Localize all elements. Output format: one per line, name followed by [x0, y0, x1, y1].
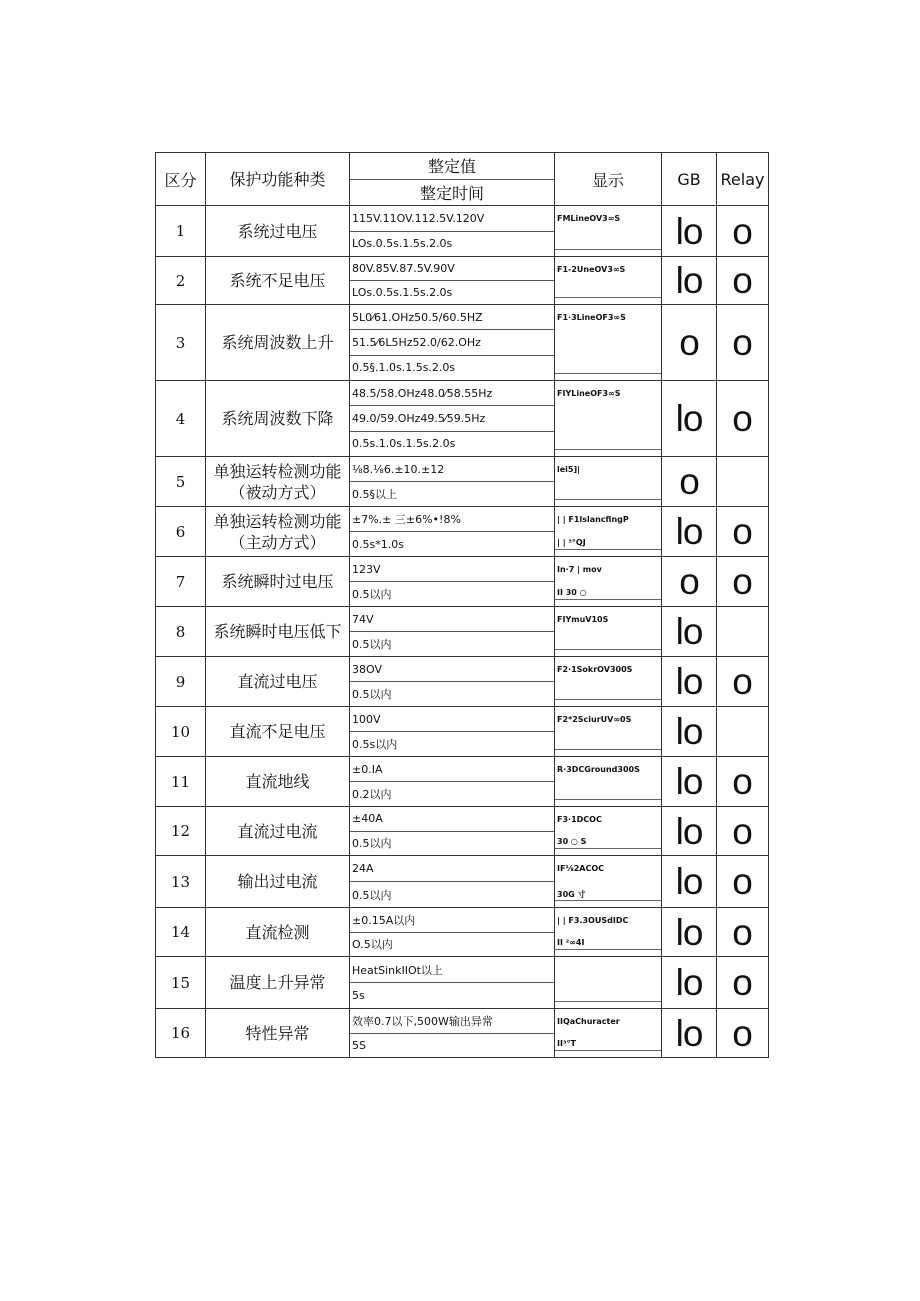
setting-value: 效率0.7以下,500W输出异常 [352, 1014, 493, 1028]
row-number: 2 [156, 257, 206, 305]
setting-cell [350, 557, 555, 607]
setting-time: 0.5s*1.0s [350, 531, 554, 556]
setting-time: 0.5s.1.0s.1.5s.2.0s [350, 431, 554, 456]
row-number: 12 [156, 807, 206, 856]
setting-time: O.5以内 [350, 932, 554, 957]
display-rule [555, 949, 661, 950]
gb-mark-text: o [679, 561, 699, 602]
display-rule [555, 499, 661, 500]
setting-value: 38OV [352, 662, 382, 676]
relay-mark [717, 507, 769, 557]
gb-mark [662, 856, 717, 908]
display-cell [555, 757, 662, 807]
gb-mark-text: lo [675, 861, 703, 902]
gb-mark [662, 1009, 717, 1058]
setting-time: LOs.0.5s.1.5s.2.0s [350, 280, 554, 304]
setting-time: 5s [350, 982, 554, 1008]
setting-cell [350, 657, 555, 707]
display-text: F3·1DCOC [557, 815, 602, 824]
display-text: F1·3LineOF3∞S [557, 313, 626, 322]
relay-mark [717, 707, 769, 757]
display-text: R·3DCGround300S [557, 765, 640, 774]
gb-mark-text: lo [675, 511, 703, 552]
setting-value: ±40A [352, 812, 383, 826]
gb-mark-text: lo [675, 962, 703, 1003]
setting-cell [350, 757, 555, 807]
setting-value: 115V.11OV.112.5V.120V [352, 211, 485, 225]
setting-cell [350, 908, 555, 957]
setting-value: HeatSinkIIOt以上 [352, 963, 443, 977]
gb-mark-text: lo [675, 398, 703, 439]
relay-mark [717, 206, 769, 257]
table-row [156, 1009, 769, 1058]
row-number: 13 [156, 856, 206, 908]
display-cell [555, 457, 662, 507]
gb-mark-text: lo [675, 210, 703, 252]
relay-mark-text: o [732, 1012, 753, 1054]
gb-mark-text: lo [675, 810, 703, 852]
table-row [156, 507, 769, 557]
gb-mark-text: o [679, 461, 699, 502]
table-row [156, 757, 769, 807]
row-number: 8 [156, 607, 206, 657]
gb-mark-text: lo [675, 661, 703, 702]
setting-value: ±0.15A以内 [352, 913, 416, 927]
display-rule [555, 900, 661, 901]
gb-mark [662, 507, 717, 557]
header-relay: Relay [717, 153, 769, 206]
gb-mark [662, 657, 717, 707]
table-row [156, 908, 769, 957]
display-text-2: II³°T [557, 1039, 576, 1048]
table-row [156, 957, 769, 1009]
protection-name: 直流过电流 [206, 807, 350, 856]
display-text: | | F3.3OUSdIDC [557, 916, 629, 925]
row-number: 6 [156, 507, 206, 557]
setting-value: 5L0⁄61.OHz50.5/60.5HZ [352, 310, 483, 324]
table-row [156, 807, 769, 856]
relay-mark-text: o [732, 861, 753, 902]
display-cell [555, 657, 662, 707]
display-cell [555, 957, 662, 1009]
setting-value: 80V.85V.87.5V.90V [352, 262, 455, 275]
setting-value: 51.5⁄6L5Hz52.0/62.OHz [350, 329, 554, 354]
display-cell [555, 507, 662, 557]
relay-mark-text: o [732, 511, 753, 552]
relay-mark [717, 381, 769, 457]
protection-name: 单独运转检测功能 （主动方式） [206, 507, 350, 557]
display-cell [555, 908, 662, 957]
display-text: IIQaChuracter [557, 1017, 620, 1026]
setting-cell [350, 1009, 555, 1058]
row-number: 1 [156, 206, 206, 257]
display-cell [555, 1009, 662, 1058]
row-number: 14 [156, 908, 206, 957]
setting-value: ±0.IA [352, 762, 383, 776]
gb-mark-text: lo [675, 611, 703, 652]
relay-mark [717, 457, 769, 507]
table-row [156, 657, 769, 707]
display-text: F1-2UneOV3∞S [557, 265, 626, 274]
relay-mark-text: o [732, 260, 753, 301]
gb-mark [662, 757, 717, 807]
row-number: 4 [156, 381, 206, 457]
protection-name: 温度上升异常 [206, 957, 350, 1009]
table-row [156, 707, 769, 757]
display-cell [555, 607, 662, 657]
header-set-value: 整定值 [427, 157, 476, 177]
table-row [156, 305, 769, 381]
display-text: FIYLineOF3∞S [557, 389, 621, 398]
relay-mark [717, 807, 769, 856]
protection-name: 系统周波数上升 [206, 305, 350, 381]
table-row [156, 607, 769, 657]
setting-value: 123V [352, 562, 381, 576]
display-text-2: II 30 ○ [557, 588, 587, 597]
display-cell [555, 206, 662, 257]
table-row [156, 557, 769, 607]
setting-time: 0.5以内 [350, 631, 554, 656]
relay-mark [717, 908, 769, 957]
setting-value: 100V [352, 712, 381, 726]
relay-mark [717, 856, 769, 908]
row-number: 15 [156, 957, 206, 1009]
protection-name: 系统周波数下降 [206, 381, 350, 457]
table-row [156, 856, 769, 908]
display-rule [555, 249, 661, 250]
setting-time: 0.5§.1.0s.1.5s.2.0s [350, 355, 554, 380]
gb-mark [662, 908, 717, 957]
protection-name: 输出过电流 [206, 856, 350, 908]
protection-name: 直流地线 [206, 757, 350, 807]
table-row [156, 206, 769, 257]
display-rule [555, 1001, 661, 1002]
setting-cell [350, 707, 555, 757]
setting-cell [350, 807, 555, 856]
relay-mark-text: o [732, 561, 753, 602]
header-gb: GB [662, 153, 717, 206]
relay-mark [717, 557, 769, 607]
setting-time: 0.5以内 [350, 831, 554, 856]
relay-mark-text: o [732, 322, 753, 363]
display-cell [555, 807, 662, 856]
display-text-2: 30 ○ S [557, 837, 587, 846]
gb-mark [662, 707, 717, 757]
display-text: lei5]| [557, 465, 581, 474]
relay-mark-text: o [732, 911, 753, 953]
setting-value: ±7%.± 三±6%•!8% [352, 513, 461, 526]
relay-mark [717, 657, 769, 707]
header-no: 区分 [156, 153, 206, 206]
relay-mark [717, 1009, 769, 1058]
display-rule [555, 799, 661, 800]
display-rule [555, 373, 661, 374]
gb-mark [662, 807, 717, 856]
display-rule [555, 649, 661, 650]
protection-name: 直流不足电压 [206, 707, 350, 757]
setting-value: 24A [352, 862, 374, 875]
header-row [156, 153, 769, 206]
setting-time: 5S [350, 1033, 554, 1058]
setting-time: 0.2以内 [350, 781, 554, 806]
relay-mark-text: o [732, 398, 753, 439]
relay-mark [717, 305, 769, 381]
relay-mark-text: o [732, 761, 753, 802]
setting-cell [350, 206, 555, 257]
relay-mark-text: o [732, 210, 753, 252]
display-text: FIYmuV10S [557, 615, 609, 624]
display-text-2: 30G 寸 [557, 890, 586, 899]
display-text: F2*2SciurUV∞0S [557, 715, 632, 724]
display-rule [555, 599, 661, 600]
gb-mark [662, 305, 717, 381]
setting-time: 0.5以内 [350, 681, 554, 706]
table-row [156, 257, 769, 305]
protection-name: 直流过电压 [206, 657, 350, 707]
display-cell [555, 381, 662, 457]
protection-table [155, 152, 768, 1058]
gb-mark [662, 381, 717, 457]
protection-name: 系统瞬时过电压 [206, 557, 350, 607]
relay-mark [717, 607, 769, 657]
display-rule [555, 297, 661, 298]
header-name: 保护功能种类 [206, 153, 350, 206]
setting-cell [350, 457, 555, 507]
setting-cell [350, 507, 555, 557]
display-rule [555, 699, 661, 700]
gb-mark [662, 557, 717, 607]
gb-mark [662, 957, 717, 1009]
setting-value: 74V [352, 612, 374, 626]
header-set-time: 整定时间 [350, 179, 554, 206]
relay-mark [717, 757, 769, 807]
display-cell [555, 707, 662, 757]
relay-mark-text: o [732, 810, 753, 852]
row-number: 11 [156, 757, 206, 807]
display-rule [555, 449, 661, 450]
display-rule [555, 848, 661, 849]
row-number: 5 [156, 457, 206, 507]
gb-mark [662, 206, 717, 257]
relay-mark-text: o [732, 962, 753, 1003]
row-number: 9 [156, 657, 206, 707]
gb-mark-text: lo [675, 260, 703, 301]
setting-time: 0.5以内 [350, 881, 554, 907]
gb-mark [662, 457, 717, 507]
gb-mark-text: lo [675, 1012, 703, 1054]
row-number: 10 [156, 707, 206, 757]
display-cell [555, 557, 662, 607]
setting-value: 49.0/59.OHz49.5⁄59.5Hz [350, 405, 554, 430]
gb-mark [662, 607, 717, 657]
setting-cell [350, 607, 555, 657]
display-rule [555, 1050, 661, 1051]
gb-mark-text: o [679, 322, 699, 363]
gb-mark [662, 257, 717, 305]
protection-name: 系统瞬时电压低下 [206, 607, 350, 657]
display-cell [555, 257, 662, 305]
display-text: | | F1lslancfingP [557, 515, 629, 524]
protection-name: 直流检测 [206, 908, 350, 957]
gb-mark-text: lo [675, 911, 703, 953]
protection-name: 系统不足电压 [206, 257, 350, 305]
relay-mark-text: o [732, 661, 753, 702]
header-display: 显示 [555, 153, 662, 206]
setting-time: LOs.0.5s.1.5s.2.0s [350, 231, 554, 257]
table-row [156, 457, 769, 507]
protection-name: 单独运转检测功能 （被动方式） [206, 457, 350, 507]
display-text-2: II ²∞4I [557, 938, 585, 947]
setting-cell [350, 856, 555, 908]
row-number: 7 [156, 557, 206, 607]
setting-time: 0.5以内 [350, 581, 554, 606]
display-cell [555, 856, 662, 908]
protection-name: 特性异常 [206, 1009, 350, 1058]
display-text: FMLineOV3∞S [557, 214, 621, 223]
table-row [156, 381, 769, 457]
setting-time: 0.5s以内 [350, 731, 554, 756]
setting-cell [350, 957, 555, 1009]
display-cell [555, 305, 662, 381]
display-rule [555, 749, 661, 750]
display-rule [555, 549, 661, 550]
setting-time: 0.5§以上 [350, 481, 554, 506]
display-text-2: | | ³°QJ [557, 538, 586, 547]
display-text: F2·1SokrOV300S [557, 665, 633, 674]
header-setting [350, 153, 555, 206]
display-text: In·7 | mov [557, 565, 602, 574]
display-text: IF⅛2ACOC [557, 864, 605, 873]
gb-mark-text: lo [675, 761, 703, 802]
relay-mark [717, 957, 769, 1009]
gb-mark-text: lo [675, 711, 703, 752]
setting-cell [350, 257, 555, 305]
setting-cell [350, 381, 555, 457]
setting-cell [350, 305, 555, 381]
relay-mark [717, 257, 769, 305]
setting-value: ⅛8.⅛6.±10.±12 [352, 462, 445, 476]
protection-name: 系统过电压 [206, 206, 350, 257]
row-number: 16 [156, 1009, 206, 1058]
setting-value: 48.5/58.OHz48.0⁄58.55Hz [352, 386, 493, 400]
row-number: 3 [156, 305, 206, 381]
